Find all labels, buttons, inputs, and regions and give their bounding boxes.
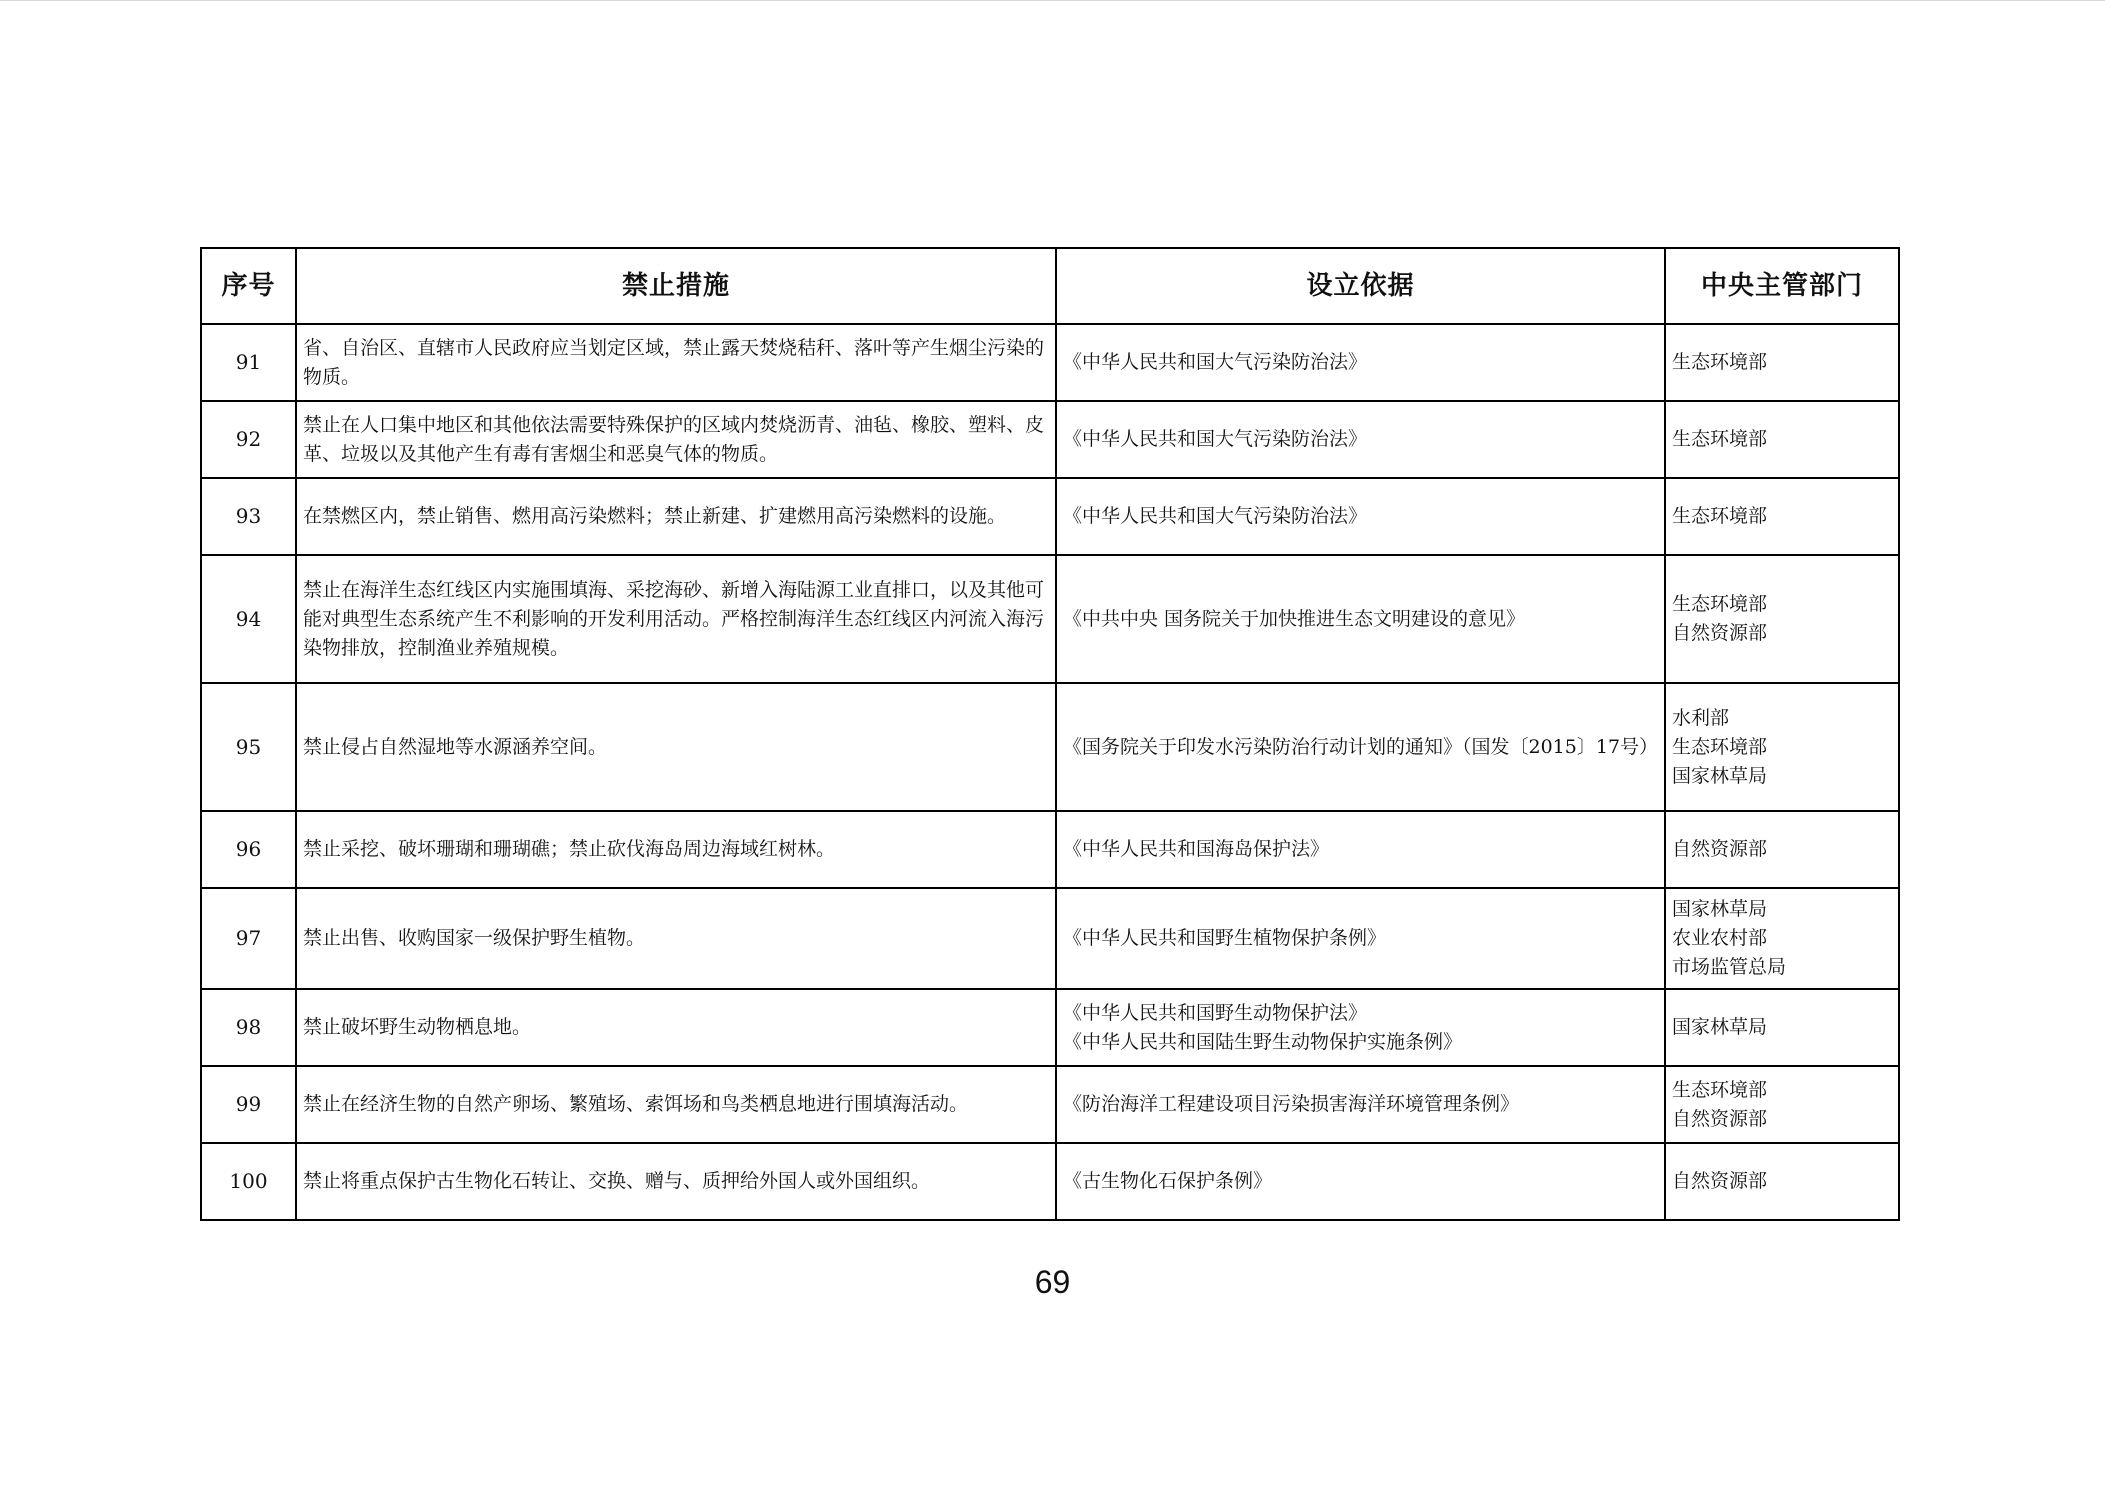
row-basis: 《中华人民共和国大气污染防治法》 — [1056, 401, 1665, 478]
row-dept — [1665, 888, 1899, 989]
row-basis: 《中华人民共和国野生动物保护法》 《中华人民共和国陆生野生动物保护实施条例》 — [1056, 989, 1665, 1066]
top-rule — [0, 0, 2105, 1]
row-measure: 禁止将重点保护古生物化石转让、交换、赠与、质押给外国人或外国组织。 — [296, 1143, 1056, 1220]
header-row — [201, 248, 1899, 324]
dept-name: 自然资源部 — [1672, 1170, 1768, 1192]
dept-name: 生态环境部 — [1672, 351, 1768, 373]
dept-name: 自然资源部 — [1672, 838, 1768, 860]
row-dept — [1665, 324, 1899, 401]
row-basis: 《中华人民共和国野生植物保护条例》 — [1056, 888, 1665, 989]
row-basis: 《中华人民共和国海岛保护法》 — [1056, 811, 1665, 888]
table-row — [201, 811, 1899, 888]
row-dept — [1665, 683, 1899, 811]
row-no: 94 — [201, 555, 296, 683]
header-measure: 禁止措施 — [296, 248, 1056, 324]
row-dept — [1665, 555, 1899, 683]
dept-name: 农业农村部 — [1672, 927, 1768, 949]
page-number: 69 — [1034, 1264, 1071, 1300]
row-basis: 《古生物化石保护条例》 — [1056, 1143, 1665, 1220]
row-no: 100 — [201, 1143, 296, 1220]
table-row — [201, 478, 1899, 555]
header-no: 序号 — [201, 248, 296, 324]
prohibited-measures-table — [200, 247, 1900, 1221]
row-measure: 禁止在经济生物的自然产卵场、繁殖场、索饵场和鸟类栖息地进行围填海活动。 — [296, 1066, 1056, 1143]
row-no: 91 — [201, 324, 296, 401]
row-dept — [1665, 1143, 1899, 1220]
row-no: 95 — [201, 683, 296, 811]
row-basis: 《中华人民共和国大气污染防治法》 — [1056, 478, 1665, 555]
row-measure: 禁止出售、收购国家一级保护野生植物。 — [296, 888, 1056, 989]
table-row — [201, 989, 1899, 1066]
row-dept — [1665, 989, 1899, 1066]
dept-name: 生态环境部 — [1672, 505, 1768, 527]
row-dept — [1665, 1066, 1899, 1143]
row-no: 99 — [201, 1066, 296, 1143]
row-measure: 禁止在人口集中地区和其他依法需要特殊保护的区域内焚烧沥青、油毡、橡胶、塑料、皮革、垃圾以及其他产生有毒有害烟尘和恶臭气体的物质。 — [296, 401, 1056, 478]
table-body — [201, 324, 1899, 1220]
table-row — [201, 1143, 1899, 1220]
table-row — [201, 401, 1899, 478]
dept-name: 生态环境部 — [1672, 735, 1768, 758]
row-measure: 省、自治区、直辖市人民政府应当划定区域，禁止露天焚烧秸秆、落叶等产生烟尘污染的物质。 — [296, 324, 1056, 401]
table-row — [201, 683, 1899, 811]
dept-name: 水利部 — [1672, 706, 1730, 729]
row-no: 93 — [201, 478, 296, 555]
dept-name: 自然资源部 — [1672, 622, 1768, 644]
row-measure: 禁止采挖、破坏珊瑚和珊瑚礁；禁止砍伐海岛周边海域红树林。 — [296, 811, 1056, 888]
row-measure: 禁止破坏野生动物栖息地。 — [296, 989, 1056, 1066]
row-dept — [1665, 811, 1899, 888]
table-row — [201, 555, 1899, 683]
dept-name: 自然资源部 — [1672, 1107, 1768, 1130]
dept-name: 国家林草局 — [1672, 764, 1768, 787]
dept-name: 国家林草局 — [1672, 898, 1768, 920]
header-basis: 设立依据 — [1056, 248, 1665, 324]
dept-name: 市场监管总局 — [1672, 956, 1787, 978]
dept-name: 生态环境部 — [1672, 428, 1768, 450]
row-dept — [1665, 401, 1899, 478]
row-measure: 在禁燃区内，禁止销售、燃用高污染燃料；禁止新建、扩建燃用高污染燃料的设施。 — [296, 478, 1056, 555]
row-basis: 《国务院关于印发水污染防治行动计划的通知》（国发〔2015〕17号） — [1056, 683, 1665, 811]
row-no: 92 — [201, 401, 296, 478]
table-row — [201, 1066, 1899, 1143]
row-basis: 《中共中央 国务院关于加快推进生态文明建设的意见》 — [1056, 555, 1665, 683]
row-basis: 《中华人民共和国大气污染防治法》 — [1056, 324, 1665, 401]
row-measure: 禁止侵占自然湿地等水源涵养空间。 — [296, 683, 1056, 811]
table-row — [201, 888, 1899, 989]
row-measure: 禁止在海洋生态红线区内实施围填海、采挖海砂、新增入海陆源工业直排口，以及其他可能对典型生态系统产生不利影响的开发利用活动。严格控制海洋生态红线区内河流入海污染物排放，控制渔业养殖规模。 — [296, 555, 1056, 683]
row-no: 97 — [201, 888, 296, 989]
header-dept: 中央主管部门 — [1665, 248, 1899, 324]
row-no: 96 — [201, 811, 296, 888]
row-basis: 《防治海洋工程建设项目污染损害海洋环境管理条例》 — [1056, 1066, 1665, 1143]
dept-name: 生态环境部 — [1672, 1078, 1768, 1101]
dept-name: 国家林草局 — [1672, 1016, 1768, 1038]
table-header — [201, 248, 1899, 324]
row-no: 98 — [201, 989, 296, 1066]
row-dept — [1665, 478, 1899, 555]
dept-name: 生态环境部 — [1672, 593, 1768, 615]
table-row — [201, 324, 1899, 401]
